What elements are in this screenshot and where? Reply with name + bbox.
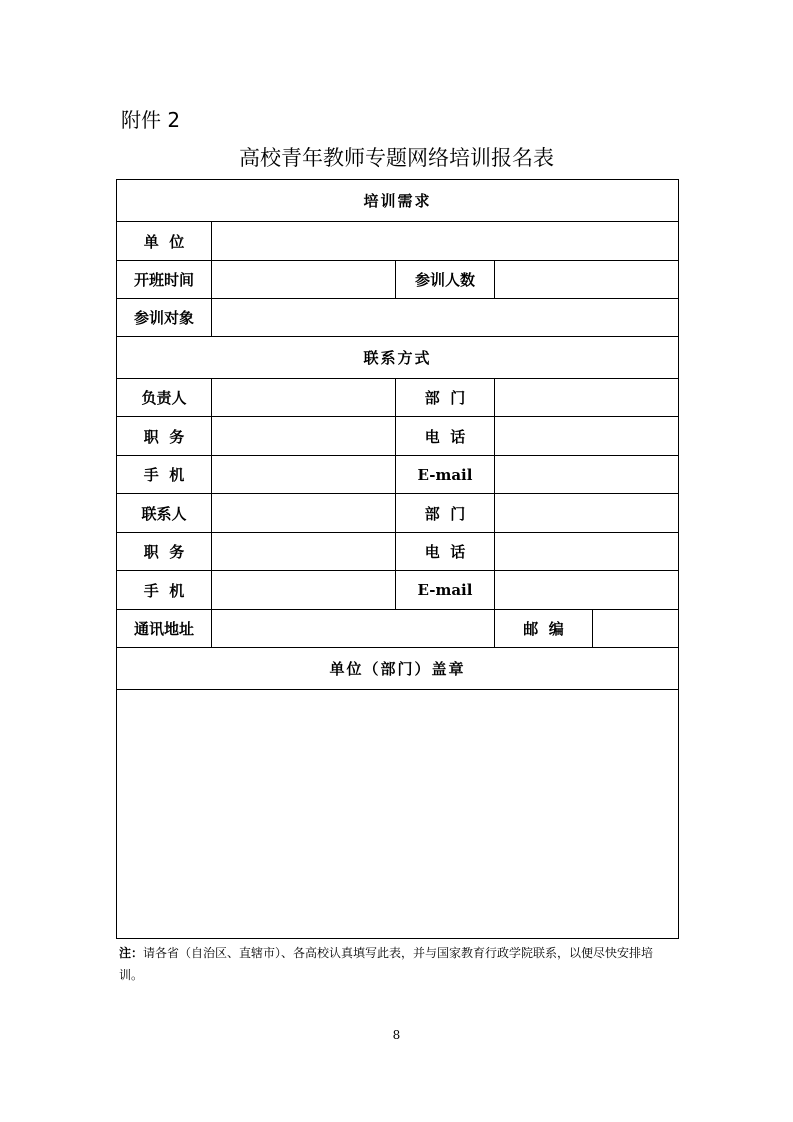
- mobile-label: 手 机: [117, 571, 212, 610]
- contact-person-label: 联系人: [117, 494, 212, 533]
- seal-area[interactable]: [117, 690, 679, 939]
- table-row: [117, 417, 679, 456]
- section-header-contact: 联系方式: [117, 337, 679, 379]
- table-row: [117, 690, 679, 939]
- mobile-label: 手 机: [117, 456, 212, 494]
- attachment-label: 附件 2: [121, 108, 181, 132]
- department-label: 部 门: [396, 379, 495, 417]
- position-label: 职 务: [117, 533, 212, 571]
- head-mobile-field[interactable]: [212, 456, 396, 494]
- table-row: [117, 610, 679, 648]
- section-header-seal: 单位（部门）盖章: [117, 648, 679, 690]
- section-header-training: 培训需求: [117, 180, 679, 222]
- phone-label: 电 话: [396, 533, 495, 571]
- participants-label: 参训人数: [396, 261, 495, 299]
- contact-position-field[interactable]: [212, 533, 396, 571]
- table-row: [117, 494, 679, 533]
- page-number: 8: [392, 1028, 401, 1042]
- table-row: [117, 222, 679, 261]
- target-label: 参训对象: [117, 299, 212, 337]
- footnote: [119, 942, 677, 986]
- head-label: 负责人: [117, 379, 212, 417]
- table-row: [117, 261, 679, 299]
- contact-person-field[interactable]: [212, 494, 396, 533]
- class-time-field[interactable]: [212, 261, 396, 299]
- email-label: E-mail: [396, 456, 495, 494]
- contact-email-field[interactable]: [495, 571, 679, 610]
- head-email-field[interactable]: [495, 456, 679, 494]
- table-row: [117, 533, 679, 571]
- section-row-training: [117, 180, 679, 222]
- email-label: E-mail: [396, 571, 495, 610]
- position-label: 职 务: [117, 417, 212, 456]
- department-label: 部 门: [396, 494, 495, 533]
- contact-mobile-field[interactable]: [212, 571, 396, 610]
- footnote-text: 请各省（自治区、直辖市）、各高校认真填写此表，并与国家教育行政学院联系，以便尽快安排培训。: [119, 946, 654, 982]
- head-position-field[interactable]: [212, 417, 396, 456]
- table-row: [117, 571, 679, 610]
- head-field[interactable]: [212, 379, 396, 417]
- address-field[interactable]: [212, 610, 495, 648]
- head-department-field[interactable]: [495, 379, 679, 417]
- contact-phone-field[interactable]: [495, 533, 679, 571]
- participants-field[interactable]: [495, 261, 679, 299]
- registration-form-table: [116, 179, 679, 939]
- unit-label: 单 位: [117, 222, 212, 261]
- section-row-seal: [117, 648, 679, 690]
- unit-field[interactable]: [212, 222, 679, 261]
- target-field[interactable]: [212, 299, 679, 337]
- contact-department-field[interactable]: [495, 494, 679, 533]
- footnote-prefix: 注：: [119, 946, 144, 960]
- head-phone-field[interactable]: [495, 417, 679, 456]
- section-row-contact: [117, 337, 679, 379]
- phone-label: 电 话: [396, 417, 495, 456]
- address-label: 通讯地址: [117, 610, 212, 648]
- class-time-label: 开班时间: [117, 261, 212, 299]
- table-row: [117, 299, 679, 337]
- form-title: 高校青年教师专题网络培训报名表: [239, 146, 554, 170]
- table-row: [117, 456, 679, 494]
- postcode-field[interactable]: [593, 610, 679, 648]
- postcode-label: 邮 编: [495, 610, 593, 648]
- table-row: [117, 379, 679, 417]
